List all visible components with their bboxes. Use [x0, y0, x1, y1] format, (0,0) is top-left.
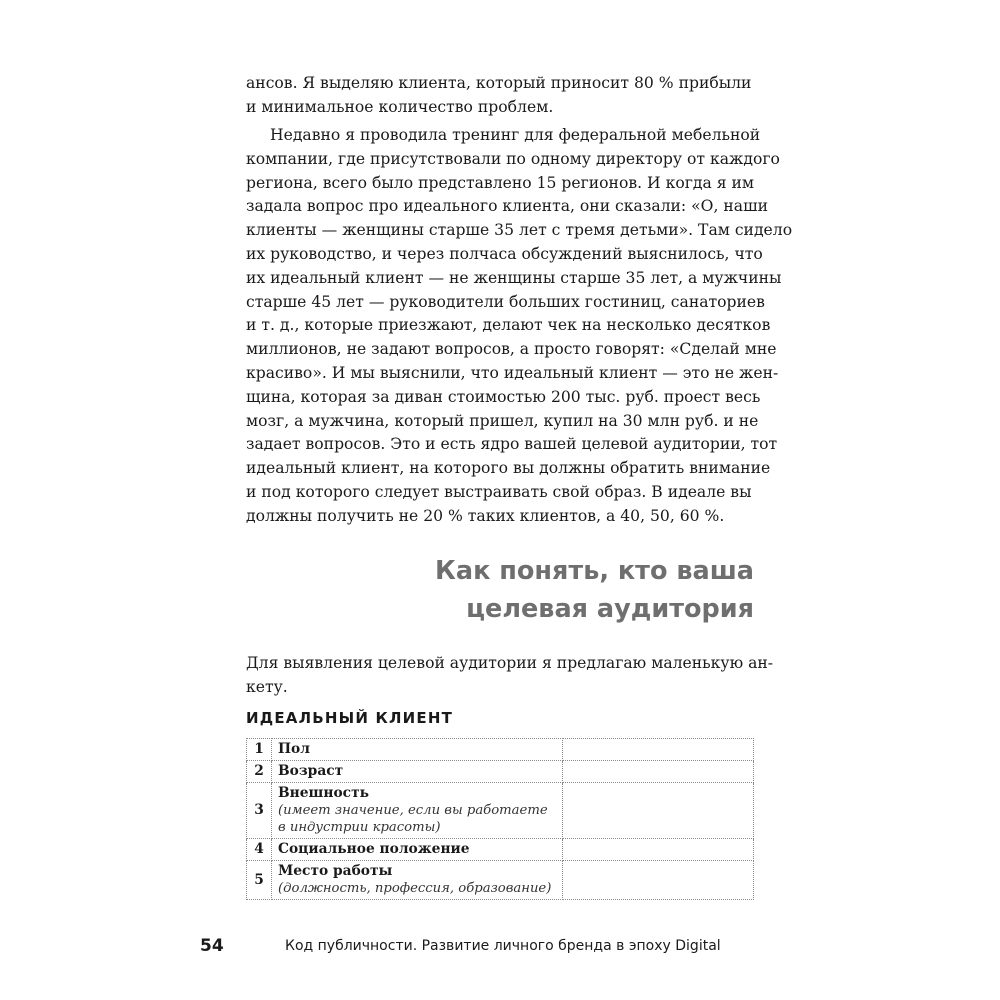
section-heading	[435, 552, 754, 628]
text-line: ансов. Я выделяю клиента, который приносит 80 % прибыли	[246, 74, 752, 92]
table-row	[247, 839, 754, 861]
text-line: миллионов, не задают вопросов, а просто говорят: «Сделай мне	[246, 340, 777, 359]
answer-cell	[563, 839, 754, 861]
text-line: задала вопрос про идеального клиента, они сказали: «О, наши	[246, 197, 768, 216]
table-row	[247, 861, 754, 900]
row-label-cell	[272, 761, 563, 783]
row-note: (должность, профессия, образование)	[278, 881, 552, 896]
text-line: мозг, а мужчина, который пришел, купил на 30 млн руб. и не	[246, 411, 759, 430]
text-line: задает вопросов. Это и есть ядро вашей целевой аудитории, тот	[246, 435, 778, 454]
paragraph-continuation	[246, 72, 754, 120]
intro-paragraph	[246, 652, 774, 700]
text-line: Недавно я проводила тренинг для федеральной мебельной	[270, 126, 761, 144]
text-line: клиенты — женщины старше 35 лет с тремя детьми». Там сидело	[246, 221, 793, 240]
answer-cell	[563, 761, 754, 783]
row-number: 1	[247, 739, 272, 761]
row-label-cell	[272, 861, 563, 900]
text-line: кету.	[246, 677, 288, 696]
table-row	[247, 761, 754, 783]
row-number: 5	[247, 861, 272, 900]
ideal-client-table	[246, 738, 754, 900]
text-line: их идеальный клиент — не женщины старше 35 лет, а мужчины	[246, 268, 782, 287]
row-label: Место работы	[278, 863, 393, 879]
paragraph-story	[246, 124, 793, 529]
running-title: Код публичности. Развитие личного бренда в эпоху Digital	[285, 938, 721, 954]
answer-cell	[563, 739, 754, 761]
text-line: щина, которая за диван стоимостью 200 тыс. руб. проест весь	[246, 387, 761, 406]
row-label-cell	[272, 739, 563, 761]
text-line: компании, где присутствовали по одному директору от каждого	[246, 149, 780, 168]
heading-line: Как понять, кто ваша	[435, 556, 754, 586]
text-line: их руководство, и через полчаса обсуждений выяснилось, что	[246, 244, 763, 263]
text-line: идеальный клиент, на которого вы должны обратить внимание	[246, 459, 771, 478]
row-label: Возраст	[278, 763, 344, 779]
row-label-cell	[272, 839, 563, 861]
row-number: 3	[247, 783, 272, 839]
text-line: и под которого следует выстраивать свой образ. В идеале вы	[246, 482, 752, 501]
table-row	[247, 783, 754, 839]
row-label: Пол	[278, 741, 310, 757]
table-title: ИДЕАЛЬНЫЙ КЛИЕНТ	[246, 709, 454, 727]
answer-cell	[563, 861, 754, 900]
text-line: красиво». И мы выяснили, что идеальный клиент — это не жен-	[246, 363, 779, 382]
row-label-cell	[272, 783, 563, 839]
heading-line: целевая аудитория	[466, 594, 754, 624]
row-note: (имеет значение, если вы работаете в индустрии красоты)	[278, 803, 548, 835]
row-label: Социальное положение	[278, 841, 470, 857]
page-number: 54	[200, 936, 224, 956]
table-row	[247, 739, 754, 761]
text-line: должны получить не 20 % таких клиентов, а 40, 50, 60 %.	[246, 506, 725, 525]
text-line: и минимальное количество проблем.	[246, 97, 554, 116]
text-line: Для выявления целевой аудитории я предлагаю маленькую ан-	[246, 654, 774, 672]
text-line: региона, всего было представлено 15 регионов. И когда я им	[246, 173, 755, 192]
text-line: старше 45 лет — руководители больших гостиниц, санаториев	[246, 292, 765, 311]
text-line: и т. д., которые приезжают, делают чек на несколько десятков	[246, 316, 771, 335]
row-number: 2	[247, 761, 272, 783]
row-number: 4	[247, 839, 272, 861]
answer-cell	[563, 783, 754, 839]
row-label: Внешность	[278, 785, 369, 801]
